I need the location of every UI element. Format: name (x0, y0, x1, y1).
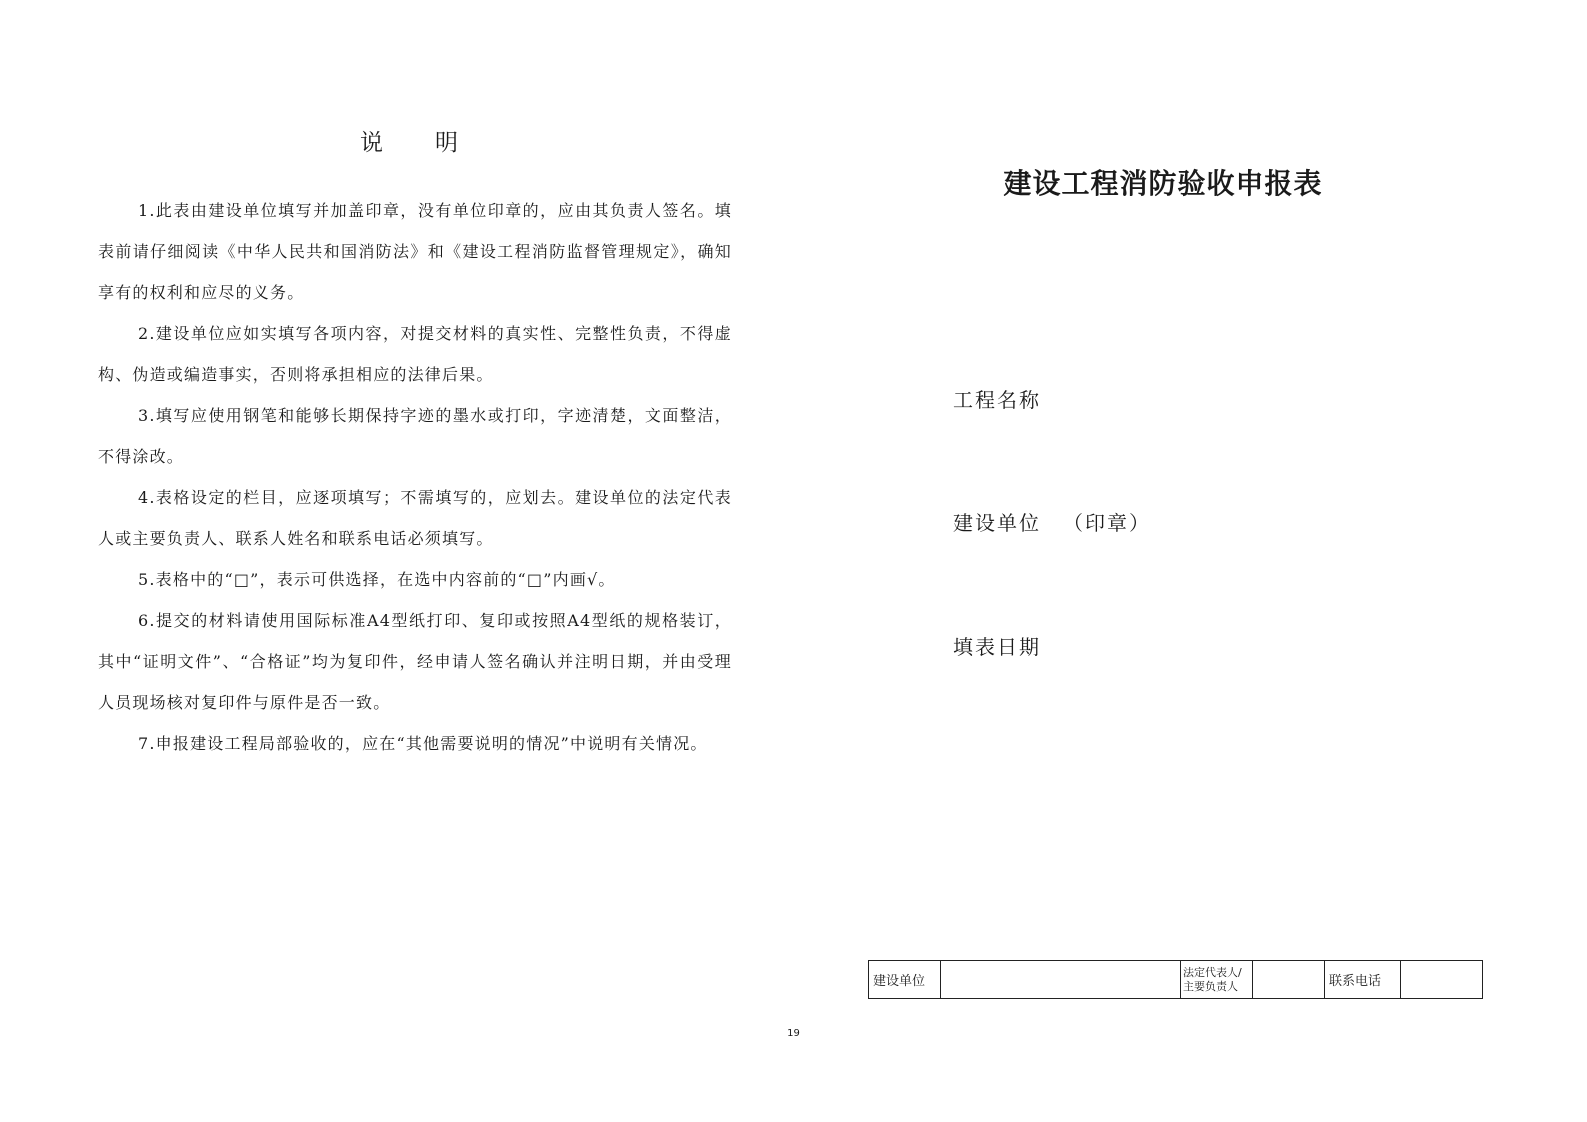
page-number: 19 (787, 1028, 800, 1039)
notes-item: 6.提交的材料请使用国际标准A4型纸打印、复印或按照A4型纸的规格装订，其中“证明文件”、“合格证”均为复印件，经申请人签名确认并注明日期，并由受理人员现场核对复印件与原件是否一致。 (98, 611, 732, 712)
form-title: 建设工程消防验收申报表 (1003, 167, 1323, 200)
form-cover-page (793, 0, 1587, 1122)
notes-item: 7.申报建设工程局部验收的，应在“其他需要说明的情况”中说明有关情况。 (138, 734, 708, 753)
seal-label: （印章） (1063, 511, 1151, 535)
notes-body (98, 190, 732, 764)
rep-label-line1: 法定代表人/ (1183, 965, 1242, 979)
notes-item: 2.建设单位应如实填写各项内容，对提交材料的真实性、完整性负责，不得虚构、伪造或编造事实，否则将承担相应的法律后果。 (98, 324, 732, 384)
rep-value-cell[interactable] (1253, 961, 1325, 999)
phone-label-cell: 联系电话 (1325, 961, 1401, 999)
construction-unit-field[interactable] (953, 507, 1151, 536)
unit-label-cell: 建设单位 (869, 961, 941, 999)
unit-value-cell[interactable] (941, 961, 1181, 999)
notes-item: 5.表格中的“□”，表示可供选择，在选中内容前的“□”内画√。 (138, 570, 616, 589)
notes-item: 3.填写应使用钢笔和能够长期保持字迹的墨水或打印，字迹清楚，文面整洁，不得涂改。 (98, 406, 732, 466)
table-row (869, 961, 1483, 999)
notes-item: 4.表格设定的栏目，应逐项填写；不需填写的，应划去。建设单位的法定代表人或主要负责人、联系人姓名和联系电话必须填写。 (98, 488, 732, 548)
project-name-field[interactable] (953, 384, 1041, 413)
notes-item: 1.此表由建设单位填写并加盖印章，没有单位印章的，应由其负责人签名。填表前请仔细阅读《中华人民共和国消防法》和《建设工程消防监督管理规定》，确知享有的权利和应尽的义务。 (98, 201, 732, 302)
rep-label-line2: 主要负责人 (1183, 979, 1238, 993)
rep-label-cell (1181, 961, 1253, 999)
fill-date-field[interactable] (953, 631, 1041, 660)
contact-table (868, 960, 1483, 999)
construction-unit-label: 建设单位 (953, 511, 1041, 535)
fill-date-label: 填表日期 (953, 635, 1041, 659)
phone-value-cell[interactable] (1401, 961, 1483, 999)
notes-title: 说明 (360, 130, 510, 156)
notes-page (0, 0, 793, 1122)
project-name-label: 工程名称 (953, 388, 1041, 412)
